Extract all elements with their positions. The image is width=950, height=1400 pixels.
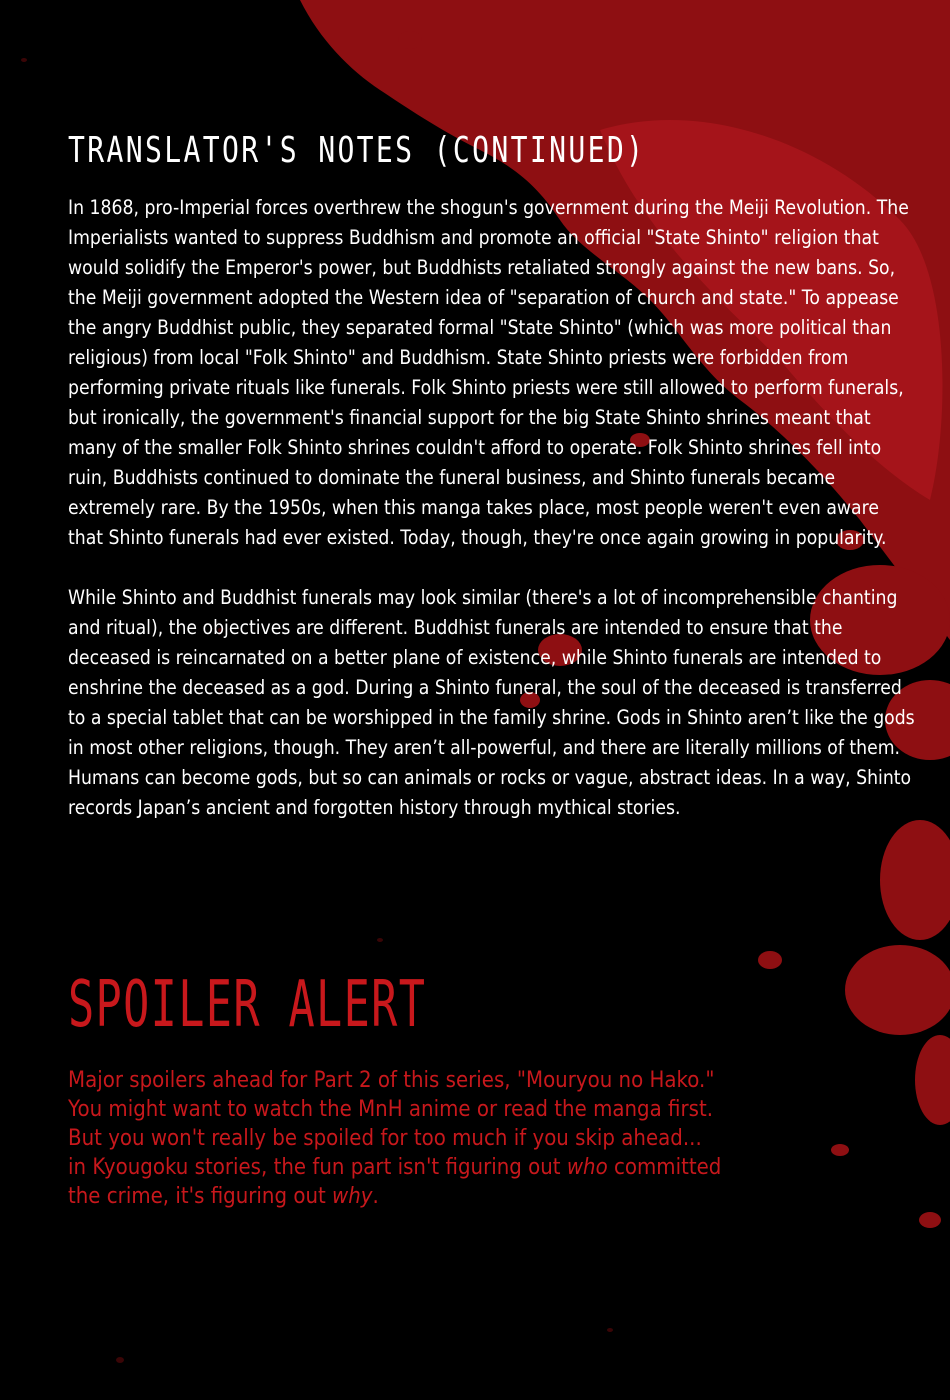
splatter-drop-lower (845, 945, 950, 1035)
notes-paragraph-1: In 1868, pro-Imperial forces overthrew the shogun's government during the Meiji Revolution. The Imperialists wanted to suppress Buddhism and promote an official "State Shinto" religion that would solidify the Emperor's power, but Buddhists retaliated strongly against the new bans. So, the Meiji government adopted the Western idea of "separation of church and state." To appease the angry Buddhist public, they separated formal "State Shinto" (which was more political than religious) from local "Folk Shinto" and Buddhism. State Shinto priests were forbidden from performing private rituals like funerals. Folk Shinto priests were still allowed to perform funerals, but ironically, the government's financial support for the big State Shinto shrines meant that many of the smaller Folk Shinto shrines couldn't afford to operate. Folk Shinto shrines fell into ruin, Buddhists continued to dominate the funeral business, and Shinto funerals became extremely rare. By the 1950s, when this manga takes place, most people weren't even aware that Shinto funerals had ever existed. Today, though, they're once again growing in popularity. (68, 196, 909, 549)
splatter-drop-side (915, 1035, 950, 1125)
splatter-drop-right (880, 820, 950, 940)
spoiler-line-4 (68, 1153, 824, 1182)
spoiler-alert-body (68, 1066, 824, 1211)
spoiler-emphasis-why: why (332, 1184, 373, 1209)
spoiler-line-4-start: in Kyougoku stories, the fun part isn't figuring out (68, 1155, 567, 1180)
speckle-1 (21, 58, 27, 62)
translator-notes-title: TRANSLATOR'S NOTES (CONTINUED) (68, 130, 646, 171)
spoiler-alert-title: SPOILER ALERT (68, 968, 427, 1042)
splatter-drop-small-8 (919, 1212, 941, 1228)
spoiler-line-5-end: . (372, 1184, 379, 1209)
translator-notes-section (68, 130, 918, 823)
speckle-3 (377, 938, 383, 942)
spoiler-emphasis-who: who (566, 1155, 608, 1180)
spoiler-line-5-start: the crime, it's figuring out (68, 1184, 333, 1209)
notes-paragraph-2: While Shinto and Buddhist funerals may look similar (there's a lot of incomprehensible chanting and ritual), the objectives are different. Buddhist funerals are intended to ensure that the deceased is reincarnated on a better plane of existence, while Shinto funerals are intended to enshrine the deceased as a god. During a Shinto funeral, the soul of the deceased is transferred to a special tablet that can be worshipped in the family shrine. Gods in Shinto aren’t like the gods in most other religions, though. They aren’t all-powerful, and there are literally millions of them. Humans can become gods, but so can animals or rocks or vague, abstract ideas. In a way, Shinto records Japan’s ancient and forgotten history through mythical stories. (68, 586, 915, 819)
spoiler-line-4-end: committed (607, 1155, 722, 1180)
spoiler-line-1: Major spoilers ahead for Part 2 of this series, "Mouryou no Hako." (68, 1068, 715, 1093)
splatter-drop-small-6 (398, 31, 422, 49)
splatter-drop-small-7 (831, 1144, 849, 1156)
spoiler-line-3: But you won't really be spoiled for too much if you skip ahead... (68, 1126, 702, 1151)
speckle-5 (607, 1328, 613, 1332)
splatter-drop-small-4 (758, 951, 782, 969)
spoiler-line-5 (68, 1182, 824, 1211)
spoiler-line-2: You might want to watch the MnH anime or read the manga first. (68, 1097, 714, 1122)
speckle-2 (116, 1357, 124, 1363)
